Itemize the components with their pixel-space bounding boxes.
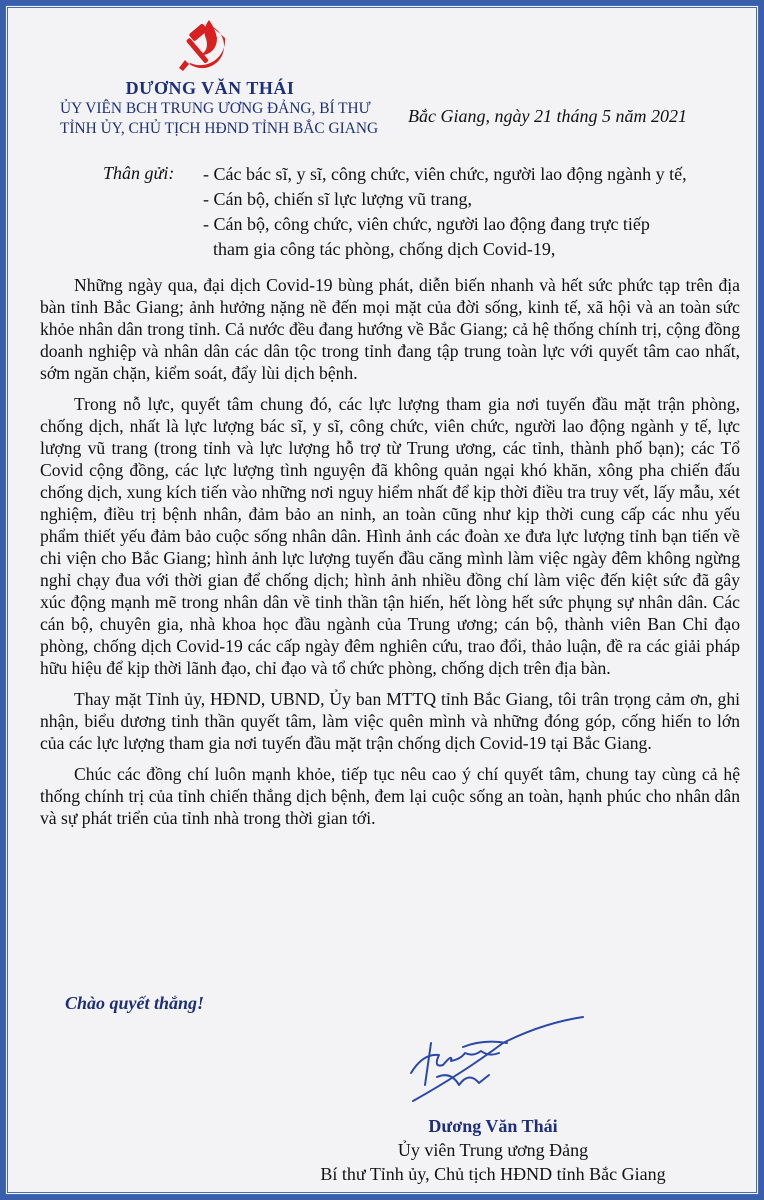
body-paragraph: Những ngày qua, đại dịch Covid-19 bùng phát, diễn biến nhanh và hết sức phức tạp trên địa bàn tỉnh Bắc Giang; ảnh hưởng nặng nề đến mọi mặt của đời sống, kinh tế, xã hội và an toàn sức khỏe nhân dân trong tỉnh. Cả nước đều đang hướng về Bắc Giang; cả hệ thống chính trị, cộng đồng doanh nghiệp và nhân dân các dân tộc trong tỉnh đang tập trung toàn lực với quyết tâm cao nhất, sớm ngăn chặn, kiểm soát, đẩy lùi dịch bệnh. (40, 275, 740, 383)
sender-title-line: TỈNH ỦY, CHỦ TỊCH HĐND TỈNH BẮC GIANG (60, 120, 379, 137)
letter-page (5, 5, 759, 1195)
body-paragraph: Trong nỗ lực, quyết tâm chung đó, các lực lượng tham gia nơi tuyến đầu mặt trận phòng, chống dịch, nhất là lực lượng bác sĩ, y sĩ, công chức, viên chức, người lao động ngành y tế, lực lượng vũ trang (trong tỉnh và lực lượng hỗ trợ từ Trung ương, các tỉnh, thành phố bạn); các Tổ Covid cộng đồng, các lực lượng tình nguyện đã không quản ngại khó khăn, xông pha chiến đấu chống dịch, xung kích tiến vào những nơi nguy hiểm nhất để kịp thời điều tra truy vết, lấy mẫu, xét nghiệm, điều trị bệnh nhân, đảm bảo an ninh, an toàn cũng như kịp thời cung cấp các nhu yếu phẩm thiết yếu đảm bảo cuộc sống nhân dân. Hình ảnh các đoàn xe đưa lực lượng tỉnh bạn tiến về chi viện cho Bắc Giang; hình ảnh lực lượng tuyến đầu căng mình làm việc ngày đêm không ngừng nghỉ chạy đua với thời gian để chống dịch; hình ảnh nhiều đồng chí làm việc đến kiệt sức đã gây xúc động mạnh mẽ trong nhân dân về tinh thần tận hiến, hết lòng hết sức phụng sự nhân dân. Các cán bộ, chuyên gia, nhà khoa học đầu ngành của Trung ương; cán bộ, thành viên Ban Chỉ đạo phòng, chống dịch Covid-19 các cấp ngày đêm nghiên cứu, trao đổi, thảo luận, đề ra các giải pháp hữu hiệu để kịp thời lãnh đạo, chỉ đạo và tổ chức phòng, chống dịch trên địa bàn. (40, 394, 740, 678)
signer-title-line: Bí thư Tỉnh ủy, Chủ tịch HĐND tỉnh Bắc Giang (320, 1164, 666, 1184)
sender-title-line: ỦY VIÊN BCH TRUNG ƯƠNG ĐẢNG, BÍ THƯ (60, 100, 371, 117)
sender-block (60, 78, 379, 139)
signer-title-line: Ủy viên Trung ương Đảng (397, 1140, 589, 1160)
letter-body (40, 274, 740, 838)
hammer-sickle-icon (171, 16, 243, 76)
recipient-item: - Các bác sĩ, y sĩ, công chức, viên chức, người lao động ngành y tế, (203, 164, 687, 184)
handwritten-signature (403, 1013, 588, 1109)
body-paragraph: Thay mặt Tỉnh ủy, HĐND, UBND, Ủy ban MTTQ tỉnh Bắc Giang, tôi trân trọng cảm ơn, ghi nhận, biểu dương tinh thần quyết tâm, làm việc quên mình và những đóng góp, cống hiến to lớn của các lực lượng tham gia nơi tuyến đầu mặt trận chống dịch Covid-19 tại Bắc Giang. (40, 689, 740, 753)
signer-block (258, 1114, 728, 1186)
body-paragraph: Chúc các đồng chí luôn mạnh khỏe, tiếp tục nêu cao ý chí quyết tâm, chung tay cùng cả hệ thống chính trị của tỉnh chiến thắng dịch bệnh, đem lại cuộc sống an toàn, hạnh phúc cho nhân dân và sự phát triển của tỉnh nhà trong thời gian tới. (40, 764, 740, 828)
closing-line: Chào quyết thắng! (65, 993, 205, 1013)
signer-name: Dương Văn Thái (428, 1116, 558, 1136)
recipient-item: tham gia công tác phòng, chống dịch Covid-19, (213, 239, 556, 259)
greeting-label: Thân gửi: (103, 163, 175, 183)
recipient-item: - Cán bộ, công chức, viên chức, người lao động đang trực tiếp (203, 214, 650, 234)
recipient-item: - Cán bộ, chiến sĩ lực lượng vũ trang, (203, 189, 472, 209)
dateline: Bắc Giang, ngày 21 tháng 5 năm 2021 (408, 106, 687, 126)
sender-name: DƯƠNG VĂN THÁI (125, 78, 295, 98)
